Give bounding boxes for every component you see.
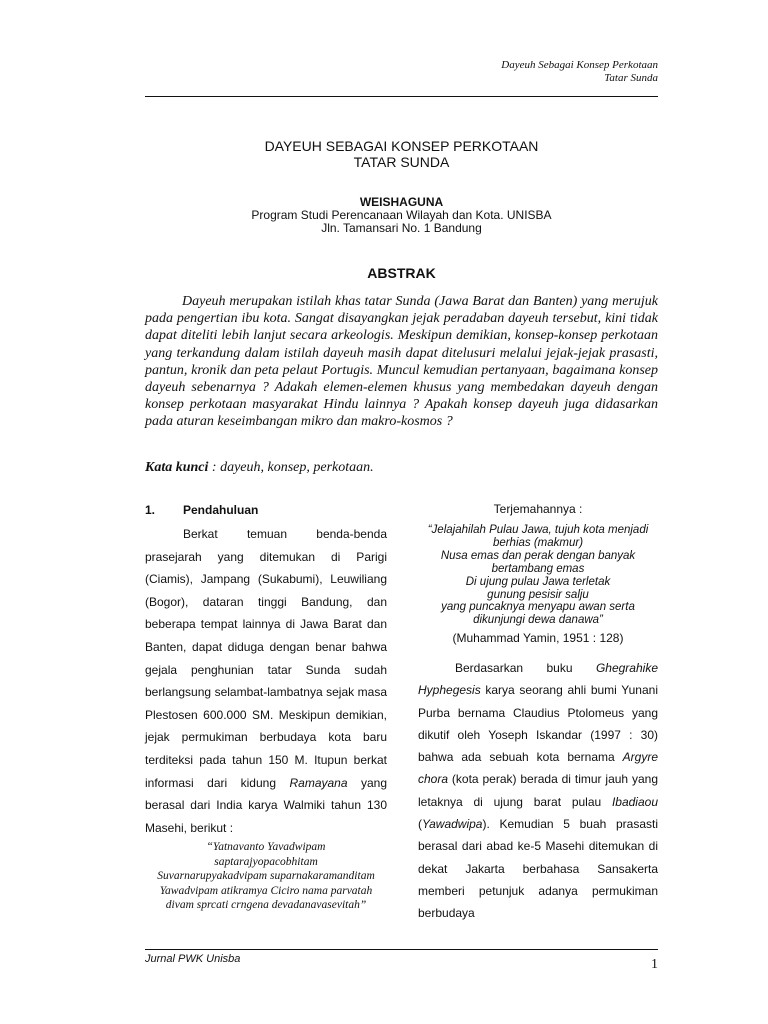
translation-line: gunung pesisir salju	[487, 588, 589, 601]
section-number: 1.	[145, 503, 156, 517]
translation-line: yang puncaknya menyapu awan serta	[441, 601, 635, 614]
section-title: Pendahuluan	[183, 503, 259, 517]
verse-line: Yawadvipam atikramya Ciciro nama parvatah	[159, 884, 373, 897]
left-column-text	[145, 523, 387, 839]
verse-line: Suvarnarupyakadvipam suparnakaramanditam	[157, 870, 375, 882]
translation-line: Di ujung pulau Jawa terletak	[465, 575, 611, 588]
section-heading	[145, 503, 258, 517]
author-address: Jln. Tamansari No. 1 Bandung	[321, 221, 482, 235]
keywords-label: Kata kunci	[145, 460, 209, 475]
translation-quote	[418, 524, 658, 627]
translation-line: dikunjungi dewa danawa”	[473, 614, 603, 627]
verse-line: divam sprcati crngena devadanavasevitah”	[165, 899, 367, 911]
right-text: Berdasarkan buku	[455, 661, 596, 675]
citation: (Muhammad Yamin, 1951 : 128)	[452, 631, 624, 645]
keywords-value: : dayeuh, konsep, perkotaan.	[211, 460, 374, 475]
translation-heading: Terjemahannya :	[493, 502, 583, 516]
right-text: karya seorang ahli bumi Yunani Purba bernama Claudius Ptolomeus yang dikutif oleh Yoseph Iskandar (1997 : 30) bahwa ada sebuah kota bernama	[418, 683, 658, 765]
running-header-line-1: Dayeuh Sebagai Konsep Perkotaan	[501, 59, 658, 71]
right-column-text	[418, 657, 658, 925]
author-affiliation: Program Studi Perencanaan Wilayah dan Kota. UNISBA	[251, 208, 552, 222]
translation-line: “Jelajahilah Pulau Jawa, tujuh kota menjadi	[427, 524, 649, 536]
left-paragraph-end: yang berasal dari India karya Walmiki tahun 130 Masehi, berikut :	[145, 775, 388, 835]
abstract-heading: ABSTRAK	[367, 265, 436, 281]
page-number: 1	[651, 957, 658, 972]
right-text: ). Kemudian 5 buah prasasti berasal dari abad ke-5 Masehi ditemukan di dekat Jakarta berbahasa Sansakerta memberi petunjuk adanya permukiman berbudaya	[418, 817, 658, 921]
paper-title-line-1: DAYEUH SEBAGAI KONSEP PERKOTAAN	[264, 138, 539, 154]
author-name: WEISHAGUNA	[359, 195, 444, 209]
sanskrit-verse	[145, 840, 387, 913]
header-rule	[145, 96, 658, 97]
translation-line: Nusa emas dan perak dengan banyak	[440, 549, 636, 562]
footer-rule	[145, 949, 658, 950]
left-paragraph: Berkat temuan benda-benda prasejarah yang ditemukan di Parigi (Ciamis), Jampang (Sukabumi), Leuwiliang (Bogor), dataran tinggi Bandung, dan beberapa tempat lainnya di Jawa Barat dan Banten, dapat diduga dengan benar bahwa gejala penghunian tatar Sunda sudah berlangsung selambat-lambatnya sejak masa Plestosen 600.000 SM. Meskipun demikian, jejak permukiman berbudaya kota baru terditeksi pada tahun 150 M. Itupun berkat informasi dari kidung	[145, 527, 387, 790]
translation-line: berhias (makmur)	[492, 536, 584, 549]
right-italic: Argyre chora	[418, 750, 658, 787]
translation-line: bertambang emas	[491, 562, 585, 575]
right-italic: Ibadiaou	[611, 794, 658, 809]
author-block	[145, 196, 658, 235]
keywords	[145, 460, 658, 476]
paper-title-line-2: TATAR SUNDA	[353, 154, 450, 170]
running-header	[501, 59, 658, 85]
right-text: (kota perak) berada di timur jauh yang letaknya di ujung barat pulau	[418, 772, 658, 809]
journal-name: Jurnal PWK Unisba	[145, 953, 241, 965]
ramayana-italic: Ramayana	[289, 775, 348, 790]
right-italic: Ghegrahike Hyphegesis	[418, 661, 658, 698]
verse-line: saptarajyopacobhitam	[214, 855, 318, 868]
right-text: (	[418, 817, 422, 832]
verse-line: “Yatnavanto Yavadwipam	[206, 841, 326, 853]
running-header-line-2: Tatar Sunda	[604, 72, 658, 84]
paper-title	[145, 138, 658, 170]
right-italic: Yawadwipa	[422, 817, 483, 832]
abstract-text: Dayeuh merupakan istilah khas tatar Sunda (Jawa Barat dan Banten) yang merujuk pada pengertian ibu kota. Sangat disayangkan jejak peradaban dayeuh tersebut, kini tidak dapat diteliti lebih lanjut secara arkeologis. Meskipun demikian, konsep-konsep perkotaan yang terkandung dalam istilah dayeuh masih dapat ditelusuri melalui jejak-jejak prasasti, pantun, kronik dan peta pelaut Portugis. Muncul kemudian pertanyaan, bagaimana konsep dayeuh sebenarnya ? Adakah elemen-elemen khusus yang membedakan dayeuh dengan konsep perkotaan masyarakat Hindu lainnya ? Apakah konsep dayeuh juga didasarkan pada aturan keseimbangan mikro dan makro-kosmos ?	[145, 294, 658, 430]
